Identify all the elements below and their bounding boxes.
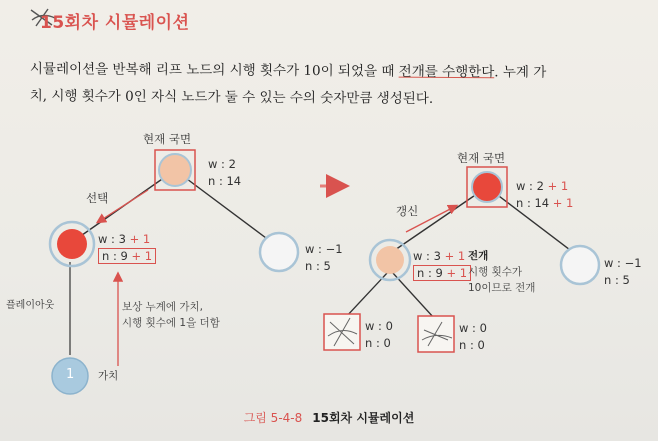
- right-child-n: n : 9: [417, 266, 443, 280]
- left-child-w: w : 3: [98, 232, 126, 246]
- grandchild-2-stats: [459, 320, 487, 354]
- right-current-label: 현재 국면: [457, 151, 506, 165]
- select-label: 선택: [86, 191, 109, 205]
- left-root-n: n : 14: [208, 174, 242, 188]
- expand-label: 전개: [468, 250, 489, 262]
- leaf-label: 가치: [98, 370, 119, 382]
- reward-note: [122, 299, 220, 331]
- right-child-n-plus: + 1: [446, 266, 468, 280]
- update-label: 갱신: [396, 204, 419, 218]
- paragraph-line2: 치, 시행 횟수가 0인 자식 노드가 둘 수 있는 수의 숫자만큼 생성된다.: [29, 87, 434, 107]
- right-root-stats: [516, 178, 573, 212]
- right-child-w: w : 3: [413, 249, 441, 263]
- left-right-n: n : 5: [305, 259, 331, 273]
- section-title: 15회차 시뮬레이션: [40, 13, 190, 33]
- right-child-w-plus: + 1: [444, 249, 466, 263]
- grandchild-1-stats: [365, 318, 393, 352]
- left-current-label: 현재 국면: [143, 132, 192, 146]
- paragraph-line1-underlined: 전개를 수행한다: [398, 63, 495, 81]
- reward-note-2: 시행 횟수에 1을 더함: [122, 317, 220, 329]
- right-right-node: [561, 246, 599, 284]
- r-edge-root-left: [392, 187, 487, 252]
- left-child-w-plus: + 1: [129, 232, 151, 246]
- figure-title: 15회차 시뮬레이션: [312, 411, 415, 425]
- left-root-stats: [208, 156, 241, 190]
- reward-note-1: 보상 누계에 가치,: [122, 301, 204, 313]
- right-right-stats: [604, 255, 642, 289]
- left-child-n: n : 9: [102, 249, 128, 263]
- right-right-n: n : 5: [604, 273, 630, 287]
- right-root-w: w : 2: [516, 179, 544, 193]
- left-right-stats: [305, 241, 343, 275]
- paragraph-line1-b: . 누계 가: [494, 64, 547, 81]
- expand-note-2: 10이므로 전개: [468, 282, 536, 294]
- left-root-w: w : 2: [208, 157, 236, 171]
- expand-note-1: 시행 횟수가: [468, 266, 523, 278]
- gc1-w: w : 0: [365, 319, 393, 333]
- right-root-n: n : 14: [516, 196, 550, 210]
- right-root-n-plus: + 1: [552, 196, 574, 210]
- left-root-node: [159, 154, 191, 186]
- right-root-node: [472, 172, 502, 202]
- grandchild-2-box: [418, 316, 454, 352]
- leaf-value: 1: [66, 367, 75, 382]
- gc1-n: n : 0: [365, 336, 391, 350]
- gc2-w: w : 0: [459, 321, 487, 335]
- paragraph-line1-a: 시뮬레이션을 반복해 리프 노드의 시행 횟수가 10이 되었을 때: [29, 60, 399, 80]
- right-right-w: w : −1: [604, 256, 642, 270]
- right-root-w-plus: + 1: [547, 179, 569, 193]
- left-right-w: w : −1: [305, 242, 343, 256]
- figure-number: 그림 5-4-8: [243, 411, 303, 425]
- left-right-node: [260, 233, 298, 271]
- left-child-n-plus: + 1: [131, 249, 153, 263]
- right-child-stats: [413, 248, 471, 282]
- left-child-stats: [98, 231, 156, 265]
- expand-note: [468, 248, 535, 296]
- gc2-n: n : 0: [459, 338, 485, 352]
- figure-caption: [0, 409, 658, 426]
- playout-label: 플레이아웃: [6, 300, 55, 311]
